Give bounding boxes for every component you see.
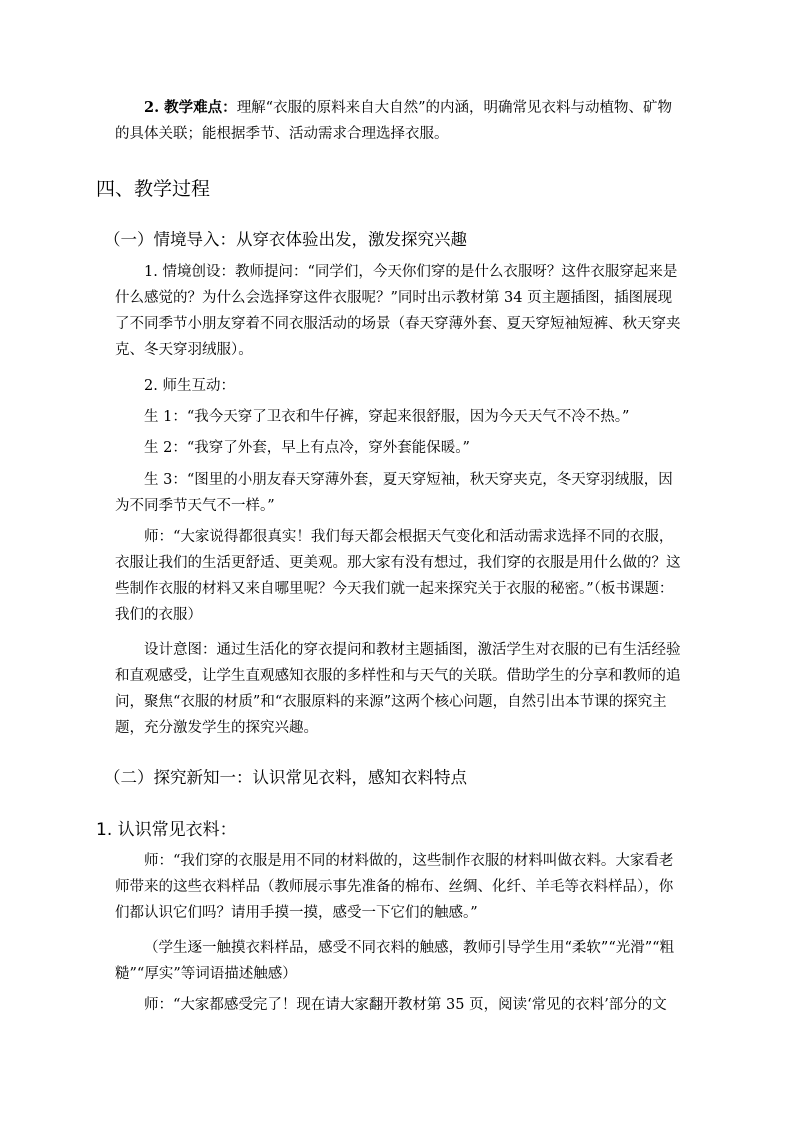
teacher-summary: 师：“大家说得都很真实！我们每天都会根据天气变化和活动需求选择不同的衣服，衣服让我们的生活更舒适、更美观。那大家有没有想过，我们穿的衣服是用什么做的？这些制作衣服的材料又来自哪里呢？今天我们就一起来探究关于衣服的秘密。”（板书课题：我们的衣服） <box>115 529 681 623</box>
design-intent: 设计意图：通过生活化的穿衣提问和教材主题插图，激活学生对衣服的已有生活经验和直观感受，让学生直观感知衣服的多样性和与天气的关联。借助学生的分享和教师的追问，聚焦“衣服的材质”和“衣服原料的来源”这两个核心问题，自然引出本节课的探究主题，充分激发学生的探究兴趣。 <box>115 642 681 736</box>
difficulty-text: 理解“衣服的原料来自大自然”的内涵，明确常见衣料与动植物、矿物的具体关联；能根据季节、活动需求合理选择衣服。 <box>115 100 673 142</box>
teacher-textbook-prompt: 师：“大家都感受完了！现在请大家翻开教材第 35 页，阅读‘常见的衣料’部分的文 <box>144 997 667 1013</box>
section-title: 四、教学过程 <box>96 178 211 200</box>
part1-title: （一）情境导入：从穿衣体验出发，激发探究兴趣 <box>104 230 467 249</box>
subsection-title: 1. 认识常见衣料： <box>96 820 237 840</box>
student-1-reply: 生 1：“我今天穿了卫衣和牛仔裤，穿起来很舒服，因为今天天气不冷不热。” <box>144 409 630 425</box>
difficulty-label: 2. 教学难点： <box>144 99 237 116</box>
teacher-intro-fabrics: 师：“我们穿的衣服是用不同的材料做的，这些制作衣服的材料叫做衣料。大家看老师带来的这些衣料样品（教师展示事先准备的棉布、丝绸、化纤、羊毛等衣料样品），你们都认识它们吗？请用手摸一摸，感受一下它们的触感。” <box>115 853 674 921</box>
student-activity: （学生逐一触摸衣料样品，感受不同衣料的触感，教师引导学生用“柔软”“光滑”“粗糙”“厚实”等词语描述触感） <box>115 940 675 982</box>
part2-title: （二）探究新知一：认识常见衣料，感知衣料特点 <box>104 768 467 787</box>
part1-situation: 1. 情境创设：教师提问：“同学们，今天你们穿的是什么衣服呀？这件衣服穿起来是什么感觉的？为什么会选择穿这件衣服呢？”同时出示教材第 34 页主题插图，插图展现了不同季节小朋友穿着不同衣服活动的场景（春天穿薄外套、夏天穿短袖短裤、秋天穿夹克、冬天穿羽绒服）。 <box>115 264 681 358</box>
student-2-reply: 生 2：“我穿了外套，早上有点冷，穿外套能保暖。” <box>144 440 470 456</box>
part1-interaction: 2. 师生互动： <box>144 378 235 394</box>
student-3-reply: 生 3：“图里的小朋友春天穿薄外套，夏天穿短袖，秋天穿夹克，冬天穿羽绒服，因为不同季节天气不一样。” <box>115 472 673 514</box>
difficulty-paragraph <box>115 95 685 147</box>
